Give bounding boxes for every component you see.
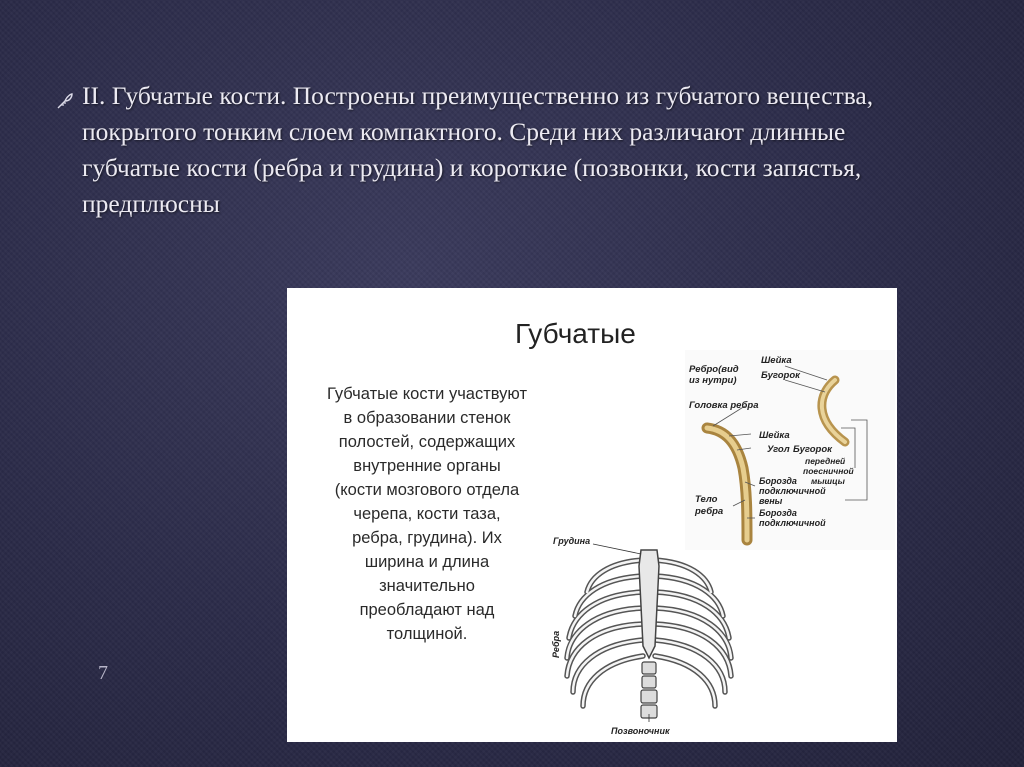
label-spine: Позвоночник bbox=[611, 726, 670, 736]
description-line: полостей, содержащих bbox=[338, 433, 516, 451]
description-line: черепа, кости таза, bbox=[353, 505, 501, 523]
label-rib-inside: Ребро(вид bbox=[689, 364, 739, 375]
description-line: внутренние органы bbox=[353, 457, 501, 475]
label-ribs: Ребра bbox=[551, 630, 561, 658]
label-anterior: передней bbox=[805, 456, 846, 466]
label-neck: Шейка bbox=[759, 430, 790, 441]
label-rib-head: Головка ребра bbox=[689, 400, 759, 411]
label-scalene: поесничной bbox=[803, 466, 854, 476]
figure-title: Губчатые bbox=[515, 318, 636, 349]
description-line: толщиной. bbox=[386, 625, 468, 643]
description-line: Губчатые кости участвуют bbox=[327, 385, 527, 403]
bullet-block bbox=[52, 78, 912, 222]
label-angle: Угол bbox=[767, 444, 790, 455]
label-groove2-b: подключичной bbox=[759, 518, 826, 528]
label-tubercle: Бугорок bbox=[793, 444, 832, 455]
label-rib-inside-2: из нутри) bbox=[689, 375, 737, 386]
label-tubercle-top: Бугорок bbox=[761, 370, 800, 381]
label-groove1-c: вены bbox=[759, 496, 783, 506]
description-line: в образовании стенок bbox=[343, 409, 511, 427]
feather-bullet-icon bbox=[56, 92, 74, 110]
figure-card bbox=[287, 288, 897, 742]
label-sternum: Грудина bbox=[553, 536, 591, 546]
rib-illustration bbox=[685, 350, 895, 550]
label-groove2: Борозда bbox=[759, 508, 797, 518]
bullet-text: II. Губчатые кости. Построены преимущественно из губчатого вещества, покрытого тонким слоем компактного. Среди них различают длинные губчатые кости (ребра и грудина) и короткие (позвонки, кости запястья, предплюсны bbox=[82, 81, 874, 218]
ribcage-illustration bbox=[549, 536, 749, 740]
label-groove1: Борозда bbox=[759, 476, 797, 486]
description-line: значительно bbox=[379, 577, 475, 595]
label-muscle: мышцы bbox=[811, 476, 845, 486]
description-line: преобладают над bbox=[359, 601, 495, 619]
description-line: (кости мозгового отдела bbox=[334, 481, 520, 499]
label-groove1-b: подключичной bbox=[759, 486, 826, 496]
description-line: ребра, грудина). Их bbox=[352, 529, 502, 547]
label-rib-body-2: ребра bbox=[695, 506, 724, 517]
description-line: ширина и длина bbox=[364, 553, 490, 571]
page-number: 7 bbox=[98, 662, 108, 684]
label-neck-top: Шейка bbox=[761, 355, 792, 366]
label-rib-body: Тело bbox=[695, 494, 718, 505]
figure-description bbox=[291, 382, 563, 646]
